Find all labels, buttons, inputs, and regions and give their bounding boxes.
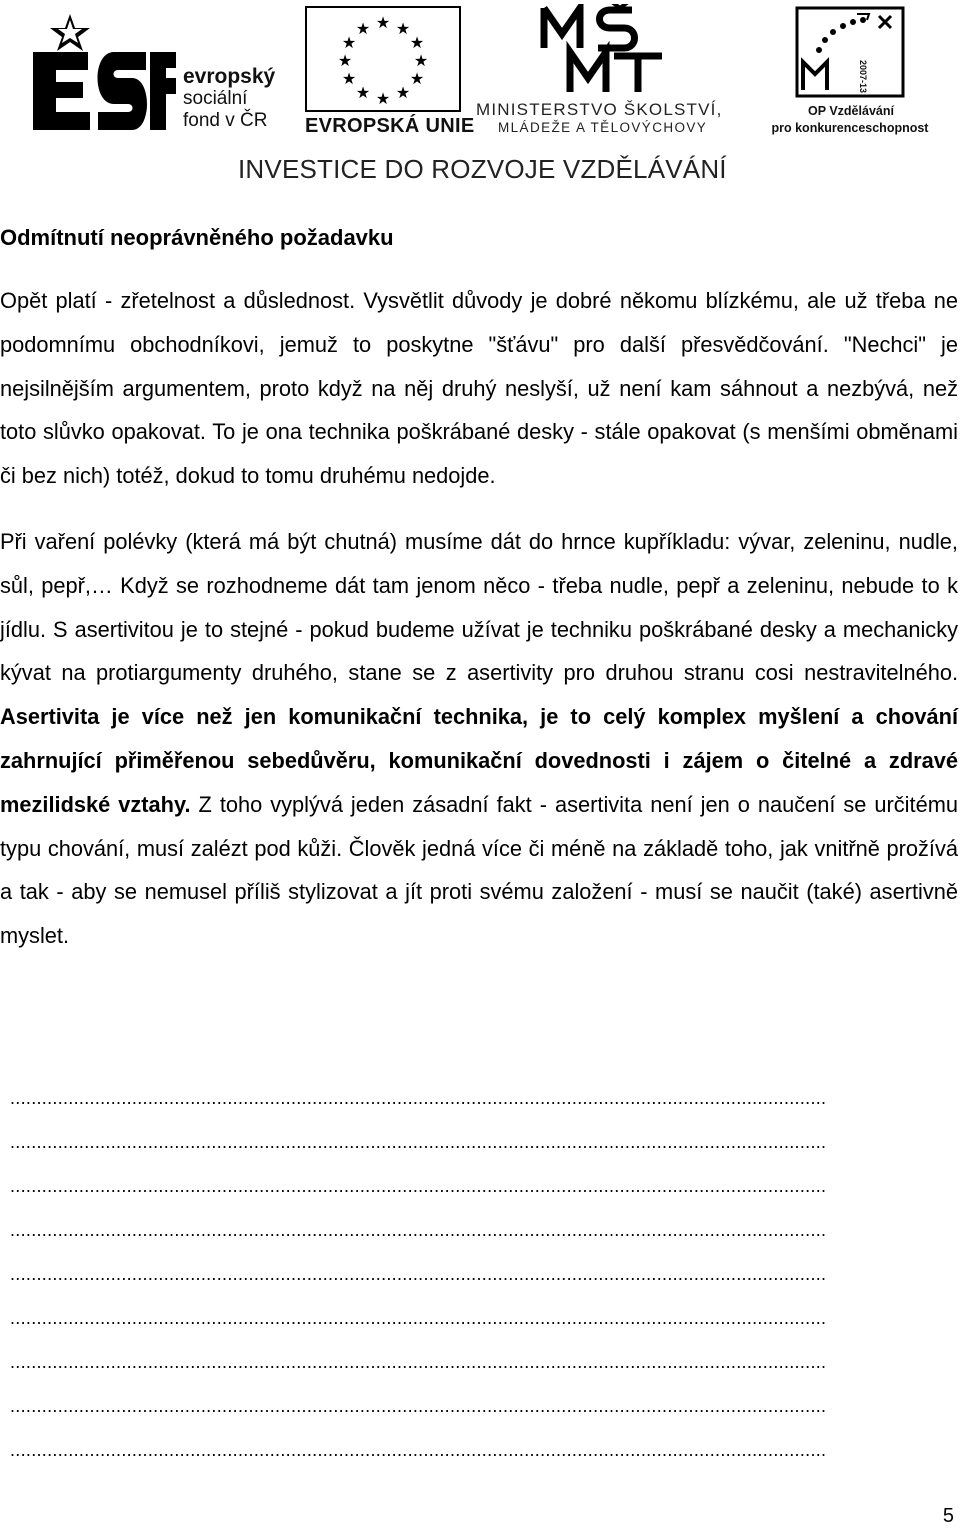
- svg-text:★: ★: [409, 69, 425, 88]
- svg-text:★: ★: [409, 33, 425, 52]
- answer-line[interactable]: ..........................................................................................................................................................: [10, 1220, 827, 1240]
- paragraph-2-text-b: Z toho vyplývá jeden zásadní fakt - asertivita není jen o naučení se určitému typu chování, musí zalézt pod kůži. Člověk jedná více či méně na základě toho, jak vnitřně prožívá a tak - aby se nemusel příliš stylizovat a jít proti svému založení - musí se naučit (také) asertivně myslet.: [0, 791, 958, 949]
- svg-text:★: ★: [341, 69, 357, 88]
- paragraph-1: Opět platí - zřetelnost a důslednost. Vysvětlit důvody je dobré někomu blízkému, ale už třeba ne podomnímu obchodníkovi, jemuž to poskytne "šťávu" pro další přesvědčování. "Nechci" je nejsilnějším argumentem, proto když na něj druhý neslyší, už není kam sáhnout a nezbývá, než toto slůvko opakovat. To je ona technika poškrábané desky - stále opakovat (s menšími obměnami či bez nich) totéž, dokud to tomu druhému nedojde.: [0, 288, 958, 489]
- msmt-logo: [540, 4, 670, 96]
- svg-text:★: ★: [341, 33, 357, 52]
- esf-name: [183, 66, 275, 132]
- svg-text:★: ★: [395, 19, 411, 38]
- answer-line[interactable]: ..........................................................................................................................................................: [10, 1264, 827, 1284]
- answer-line[interactable]: ..........................................................................................................................................................: [10, 1440, 827, 1460]
- page-header: [0, 0, 960, 200]
- answer-lines: [10, 1078, 940, 1474]
- answer-line[interactable]: ..........................................................................................................................................................: [10, 1308, 827, 1328]
- msmt-line2: MLÁDEŽE A TĚLOVÝCHOVY: [498, 120, 708, 135]
- msmt-line1: MINISTERSTVO ŠKOLSTVÍ,: [476, 100, 723, 119]
- paragraph-2-text-a: Při vaření polévky (která má být chutná) musíme dát do hrnce kupříkladu: vývar, zeleninu, nudle, sůl, pepř,… Když se rozhodneme dát tam jenom něco - třeba nudle, pepř a zeleninu, nebude to k jídlu. S asertivitou je to stejné - pokud budeme užívat je techniku poškrábané desky a mechanicky kývat na protiargumenty druhého, stane se z asertivity pro druhou stranu cosi nestravitelného.: [0, 528, 958, 686]
- svg-text:★: ★: [375, 89, 391, 108]
- page-number: 5: [942, 1505, 954, 1527]
- op-years: 2007-13: [858, 60, 868, 94]
- section-title: Odmítnutí neoprávněného požadavku: [0, 225, 394, 250]
- main-content: [0, 216, 958, 980]
- paragraph-2: [0, 520, 958, 958]
- answer-line[interactable]: ..........................................................................................................................................................: [10, 1176, 827, 1196]
- answer-line[interactable]: ..........................................................................................................................................................: [10, 1396, 827, 1416]
- esf-line2: sociální: [183, 88, 248, 109]
- eu-label: EVROPSKÁ UNIE: [305, 115, 475, 137]
- eu-flag-icon: [305, 6, 461, 112]
- svg-text:★: ★: [375, 13, 391, 32]
- esf-line1: evropský: [183, 65, 276, 88]
- paragraph-2-bold: Asertivita je více než jen komunikační technika, je to celý komplex myšlení a chování zahrnující přiměřenou sebedůvěru, komunikační dovednosti i zájem o čitelné a zdravé mezilidské vztahy.: [0, 704, 958, 817]
- op-line2: pro konkurenceschopnost: [771, 121, 929, 135]
- svg-text:★: ★: [355, 83, 371, 102]
- svg-text:★: ★: [395, 83, 411, 102]
- svg-text:★: ★: [355, 19, 371, 38]
- op-line1: OP Vzdělávání: [808, 104, 894, 118]
- esf-line3: fond v ČR: [183, 110, 268, 131]
- svg-text:★: ★: [337, 51, 353, 70]
- answer-line[interactable]: ..........................................................................................................................................................: [10, 1132, 827, 1152]
- esf-logo: [28, 12, 178, 137]
- op-logo: [795, 6, 905, 98]
- svg-text:★: ★: [413, 51, 429, 70]
- answer-line[interactable]: ..........................................................................................................................................................: [10, 1352, 827, 1372]
- header-banner: INVESTICE DO ROZVOJE VZDĚLÁVÁNÍ: [238, 154, 727, 184]
- answer-line[interactable]: ..........................................................................................................................................................: [10, 1088, 827, 1108]
